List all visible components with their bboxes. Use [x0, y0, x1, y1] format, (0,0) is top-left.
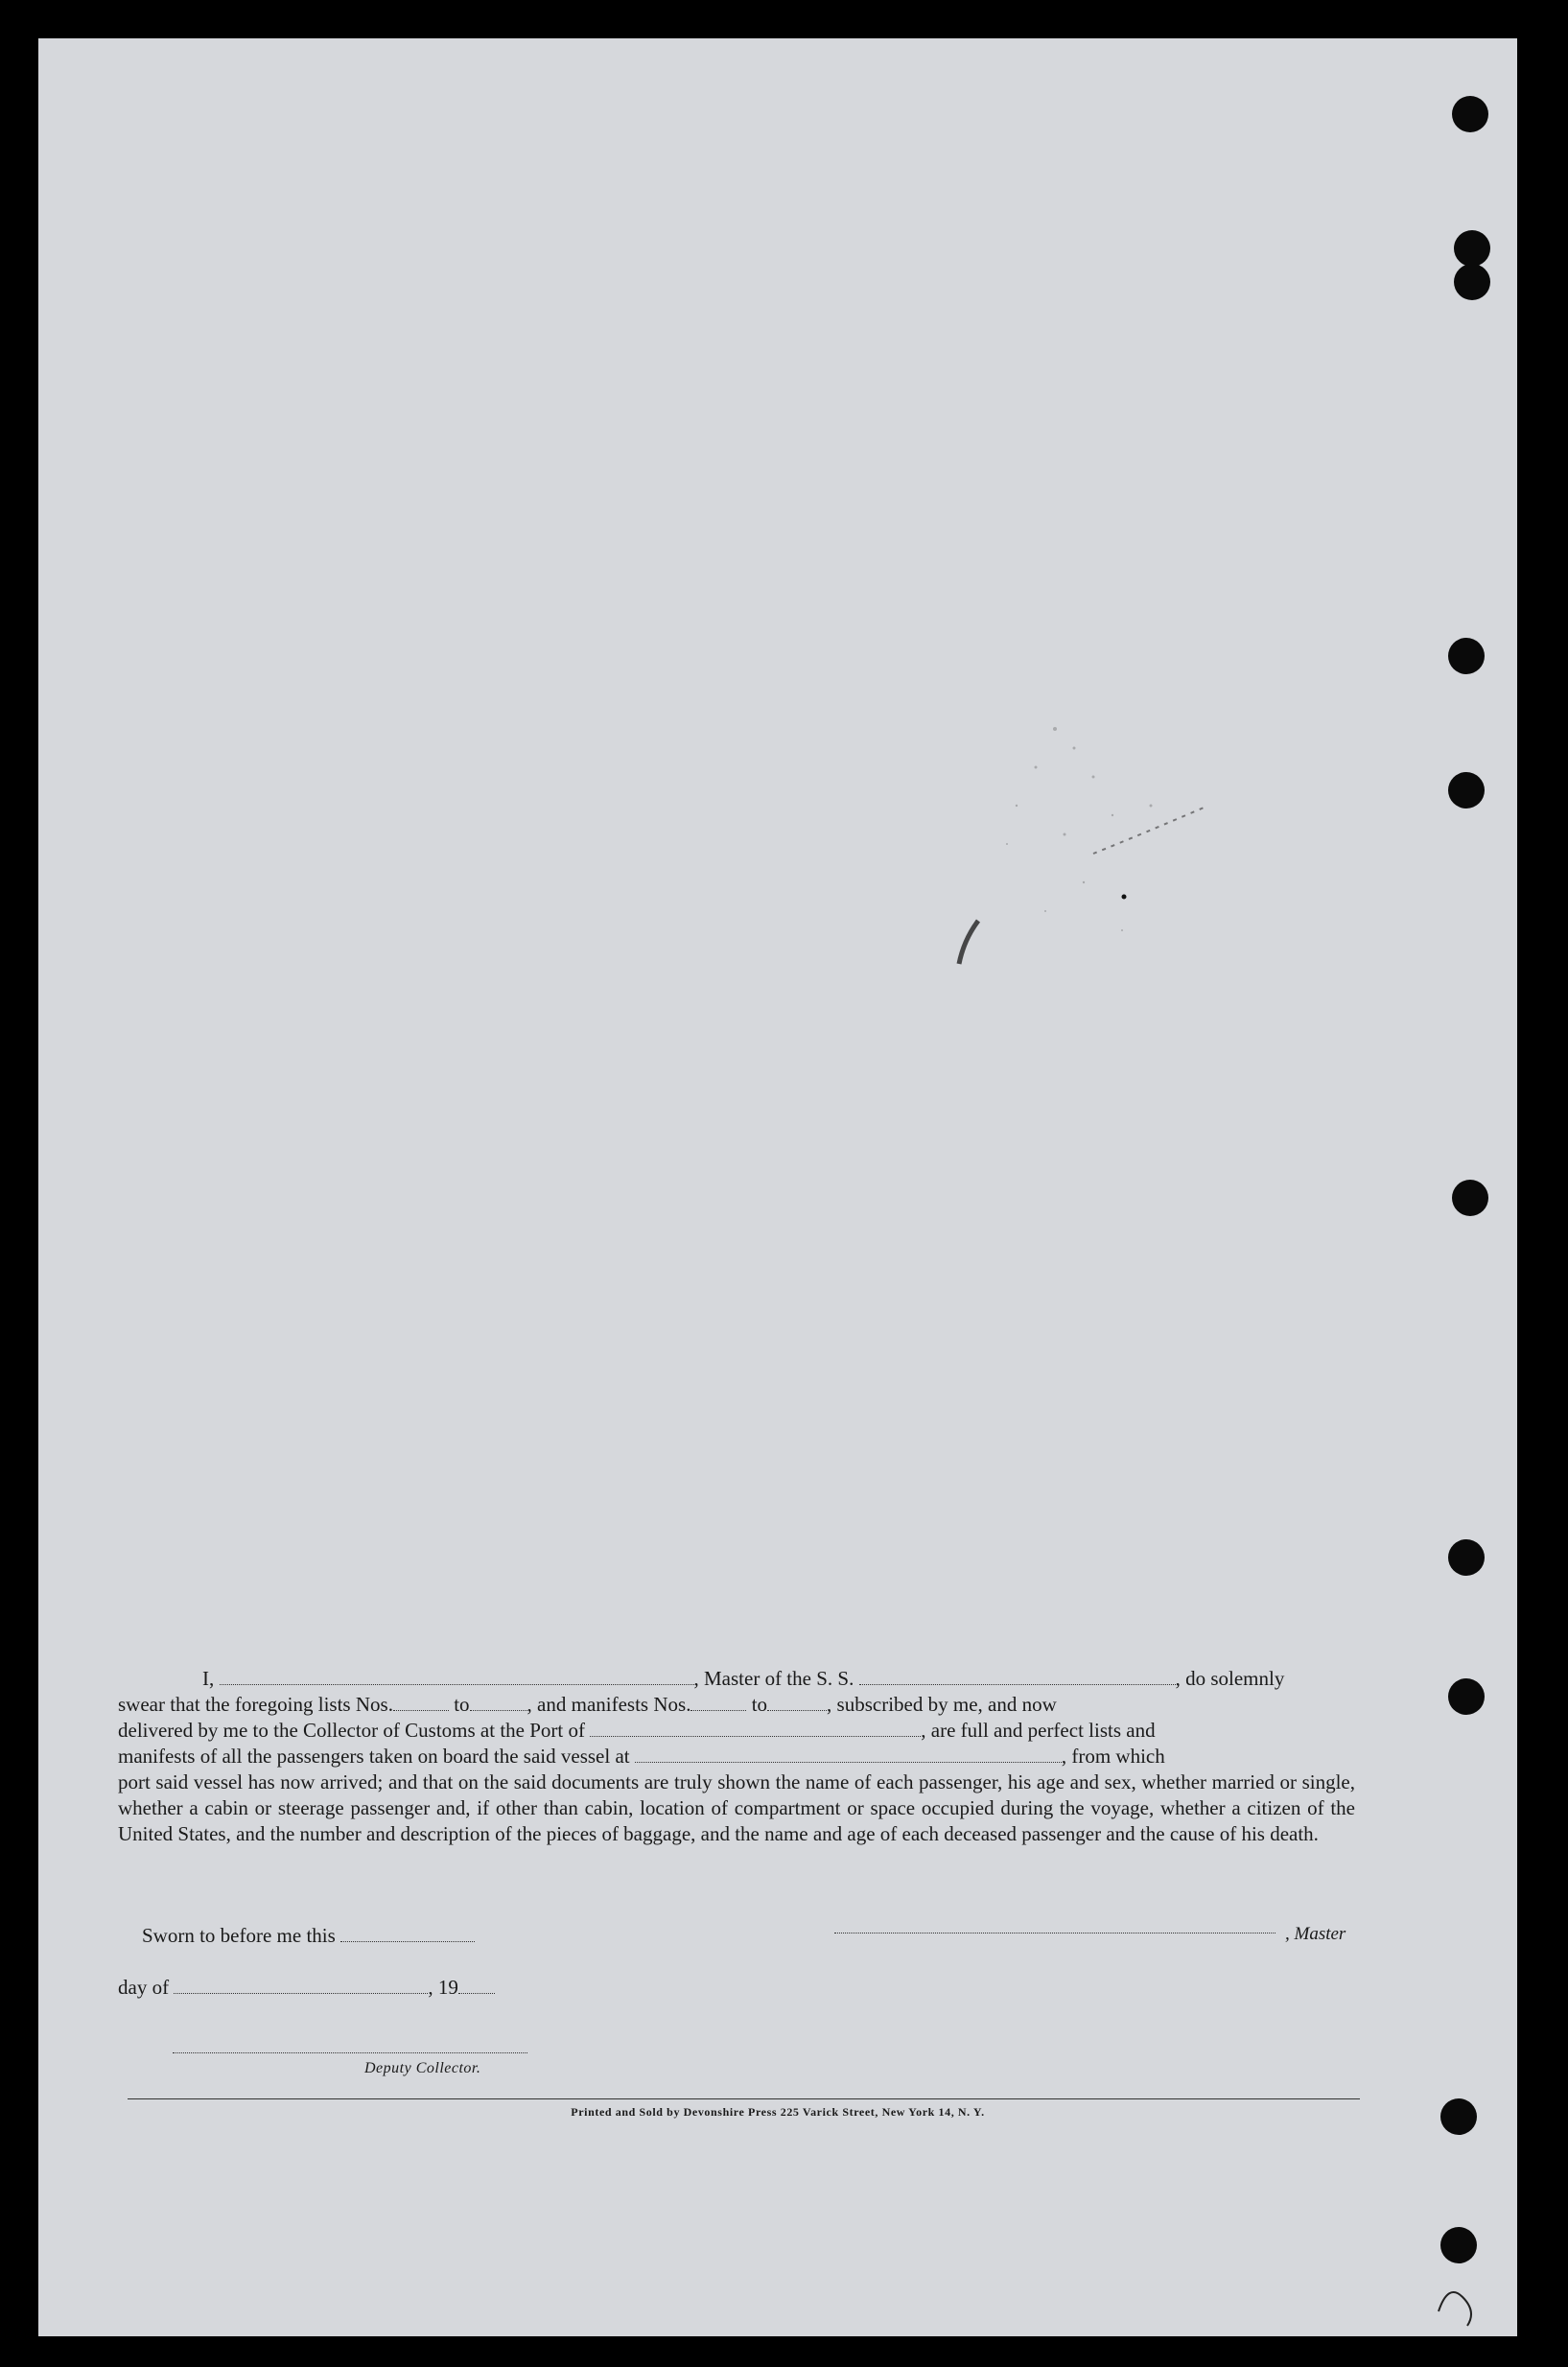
sworn-day-blank[interactable]: [340, 1926, 475, 1942]
oath-text: delivered by me to the Collector of Customs at the Port of: [118, 1719, 585, 1742]
manifest-from-blank[interactable]: [690, 1695, 746, 1711]
oath-paragraph: [118, 1666, 1355, 1847]
list-from-blank[interactable]: [393, 1695, 449, 1711]
sworn-line: [142, 1924, 475, 1948]
departure-port-blank[interactable]: [635, 1746, 1062, 1763]
deputy-label: Deputy Collector.: [364, 2060, 481, 2076]
pencil-mark: [1429, 2244, 1506, 2331]
ink-smudge: [921, 691, 1237, 1007]
year-prefix: , 19: [428, 1976, 458, 1999]
oath-text: , from which: [1061, 1745, 1165, 1768]
form-page: [38, 38, 1517, 2336]
punch-hole: [1448, 1539, 1485, 1576]
oath-text: I,: [202, 1667, 215, 1690]
oath-text: manifests of all the passengers taken on board the said vessel at: [118, 1745, 630, 1768]
list-to-blank[interactable]: [470, 1695, 527, 1711]
punch-hole: [1452, 1180, 1488, 1216]
master-name-blank[interactable]: [220, 1669, 694, 1685]
vessel-name-blank[interactable]: [859, 1669, 1176, 1685]
footer-rule: [128, 2098, 1360, 2099]
punch-hole: [1452, 96, 1488, 132]
day-of-label: day of: [118, 1976, 170, 1999]
master-label: , Master: [1285, 1924, 1346, 1944]
printer-credit: Printed and Sold by Devonshire Press 225 Varick Street, New York 14, N. Y.: [571, 2105, 985, 2119]
oath-text: swear that the foregoing lists Nos.: [118, 1693, 393, 1716]
punch-hole: [1454, 264, 1490, 300]
sworn-label: Sworn to before me this: [142, 1924, 336, 1947]
oath-text: , do solemnly: [1175, 1667, 1285, 1690]
oath-text: to: [751, 1693, 768, 1716]
punch-hole: [1454, 230, 1490, 267]
oath-text: , Master of the S. S.: [693, 1667, 854, 1690]
deputy-signature-line[interactable]: [173, 2052, 527, 2053]
punch-hole: [1448, 638, 1485, 674]
oath-text: port said vessel has now arrived; and that on the said documents are truly shown the name of each passenger, his age and sex, whether married or single, whether a cabin or steerage passenger and, if other than cabin, location of compartment or space occupied during the voyage, whether a citizen of the United States, and the number and description of the pieces of baggage, and the name and age of each deceased passenger and the cause of his death.: [118, 1770, 1355, 1845]
port-blank[interactable]: [590, 1721, 921, 1737]
year-blank[interactable]: [458, 1978, 495, 1994]
manifest-to-blank[interactable]: [767, 1695, 827, 1711]
oath-text: to: [454, 1693, 470, 1716]
punch-hole: [1448, 1678, 1485, 1715]
month-blank[interactable]: [174, 1978, 428, 1994]
punch-hole: [1448, 772, 1485, 809]
oath-text: , are full and perfect lists and: [921, 1719, 1156, 1742]
oath-text: , and manifests Nos.: [527, 1693, 691, 1716]
day-of-line: [118, 1976, 495, 2000]
oath-text: , subscribed by me, and now: [827, 1693, 1057, 1716]
